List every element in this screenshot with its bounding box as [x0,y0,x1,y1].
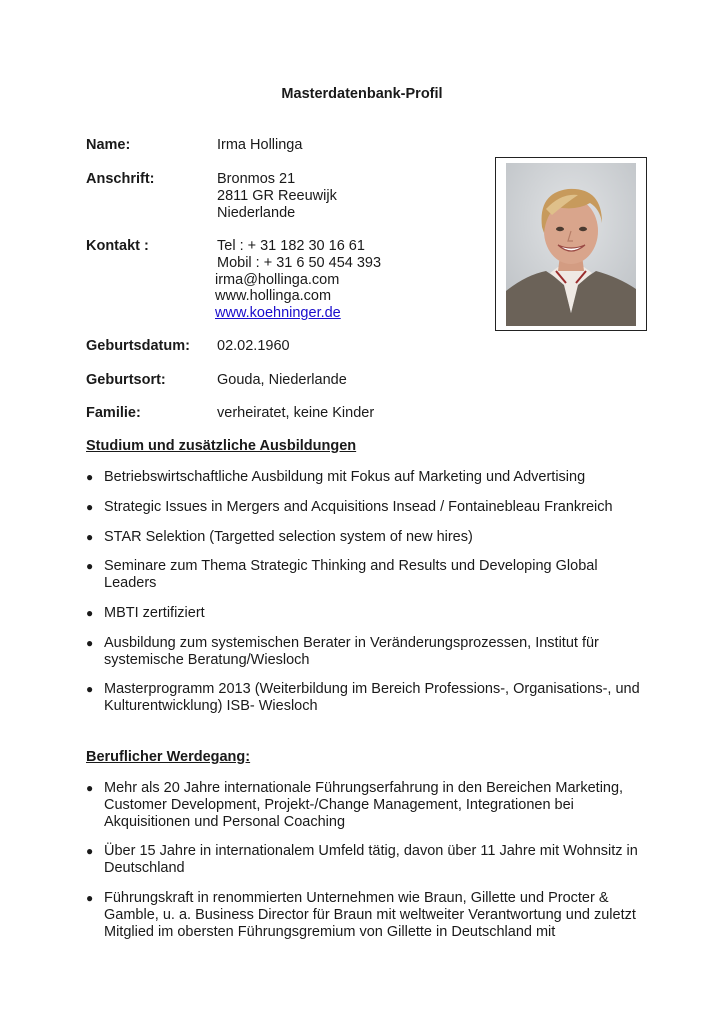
education-heading: Studium und zusätzliche Ausbildungen [86,438,357,454]
bullet-icon: ● [86,781,94,795]
education-item-text: Betriebswirtschaftliche Ausbildung mit Fokus auf Marketing und Advertising [104,469,586,485]
education-item-text: Masterprogramm 2013 (Weiterbildung im Bereich Professions-, Organisations-, und Kulturentwicklung) ISB- Wiesloch [104,681,640,715]
address-city: 2811 GR Reeuwijk [217,187,337,204]
contact-website[interactable]: www.hollinga.com [215,288,332,305]
list-item [86,529,646,546]
address-label: Anschrift: [86,171,155,187]
birthplace-value: Gouda, Niederlande [217,372,347,388]
name-label: Name: [86,137,131,153]
education-item-text: MBTI zertifiziert [104,604,205,621]
career-list [86,780,646,940]
list-item [86,681,646,715]
document-title: Masterdatenbank-Profil [281,86,443,102]
bullet-icon: ● [86,470,94,484]
bullet-icon: ● [86,635,94,650]
birthplace-label: Geburtsort: [86,372,166,388]
contact-mobile: Mobil : + 31 6 50 454 393 [217,254,382,271]
bullet-icon: ● [86,890,94,905]
portrait-photo-icon [506,163,636,326]
contact-website-link[interactable]: www.koehninger.de [215,305,341,322]
address-value [217,171,337,221]
career-item-text: Führungskraft in renommierten Unternehmen wie Braun, Gillette und Procter & Gamble, u. a. Business Director für Braun mit weltweiter Verantwortung und zuletzt Mitglied im obersten Führungsgremium von Gillette in Deutschland mit [104,889,636,940]
list-item [86,469,646,486]
education-list [86,469,646,715]
contact-label: Kontakt : [86,238,149,254]
portrait-frame [495,157,647,331]
bullet-icon: ● [86,499,94,514]
list-item [86,558,646,592]
list-item [86,499,646,516]
career-heading: Beruflicher Werdegang: [86,749,251,765]
education-item-text: Ausbildung zum systemischen Berater in Veränderungsprozessen, Institut für systemische Beratung/Wiesloch [104,634,599,668]
list-item [86,635,646,669]
education-item-text: Strategic Issues in Mergers and Acquisitions Insead / Fontainebleau Frankreich [104,498,613,515]
list-item [86,890,646,940]
career-item-text: Mehr als 20 Jahre internationale Führungserfahrung in den Bereichen Marketing, Customer Development, Projekt-/Change Management, Integrationen bei Akquisitionen und Personal Coaching [104,780,624,830]
contact-email[interactable]: irma@hollinga.com [215,271,340,288]
name-value: Irma Hollinga [217,137,303,153]
bullet-icon: ● [86,559,94,574]
list-item [86,780,646,830]
address-street: Bronmos 21 [217,171,296,187]
bullet-icon: ● [86,605,94,620]
bullet-icon: ● [86,529,94,544]
contact-phone: Tel : + 31 182 30 16 61 [217,238,365,254]
list-item [86,843,646,877]
address-country: Niederlande [217,204,296,221]
birthdate-value: 02.02.1960 [217,338,290,354]
birthdate-label: Geburtsdatum: [86,338,190,354]
bullet-icon: ● [86,682,94,697]
education-item-text: Seminare zum Thema Strategic Thinking and Results und Developing Global Leaders [104,558,598,592]
contact-value [217,238,381,322]
list-item [86,605,646,622]
family-value: verheiratet, keine Kinder [217,405,375,421]
bullet-icon: ● [86,844,94,859]
family-label: Familie: [86,405,141,421]
education-item-text: STAR Selektion (Targetted selection system of new hires) [104,528,473,545]
career-item-text: Über 15 Jahre in internationalem Umfeld tätig, davon über 11 Jahre mit Wohnsitz in Deutschland [104,843,638,877]
